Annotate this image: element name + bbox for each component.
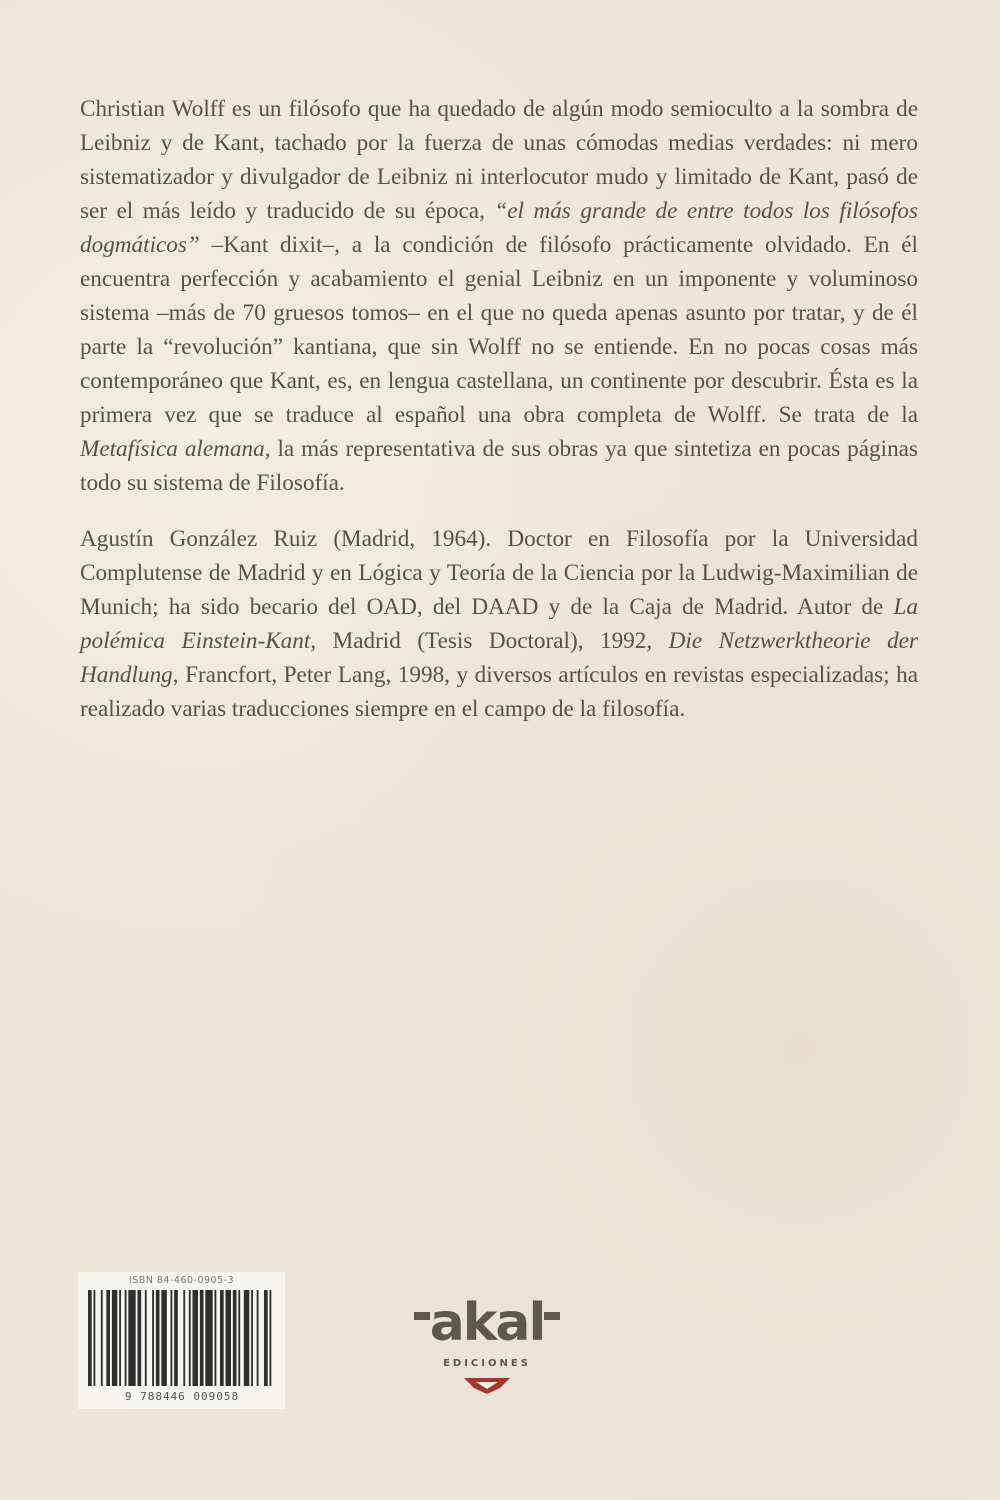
paragraph-text: , Madrid (Tesis Doctoral), 1992, [310, 628, 669, 654]
barcode-bar [152, 1290, 154, 1386]
barcode-bar [233, 1290, 237, 1386]
translator-bio-paragraph [80, 522, 918, 726]
paragraph-text: Christian Wolff es un filósofo que ha quedado de algún modo semioculto a la sombra de Leibniz y de Kant, tachado por la fuerza de unas cómodas medias verdades: ni mero sistematizador y divulgador de Leibniz ni interlocutor mudo y limitado de Kant, pasó de ser el más leído y traducido de su época, [80, 96, 918, 224]
barcode-bar [270, 1290, 272, 1386]
work-title-reference: La polémica Einstein-Kant [80, 594, 918, 654]
barcode-bar [88, 1290, 92, 1386]
barcode-bar [238, 1290, 240, 1386]
barcode-bar [161, 1290, 167, 1386]
logo-wordmark: akal [429, 1293, 545, 1353]
paragraph-text: , Francfort, Peter Lang, 1998, y diversos artículos en revistas especializadas; ha realizado varias traducciones siempre en el campo de la filosofía. [80, 662, 918, 722]
paragraph-text: –Kant dixit–, a la condición de filósofo prácticamente olvidado. En él encuentra perfección y acabamiento el genial Leibniz en un imponente y voluminoso sistema –más de 70 gruesos tomos– en el que no queda apenas asunto por tratar, y de él parte la “revolución” kantiana, que sin Wolff no se entiende. En no pocas cosas más contemporáneo que Kant, es, en lengua castellana, un continente por descubrir. Ésta es la primera vez que se traduce al español una obra completa de Wolff. Se trata de la [80, 232, 918, 428]
barcode-bar [145, 1290, 147, 1386]
barcode-bar [205, 1290, 212, 1386]
barcode-bar [189, 1290, 191, 1386]
barcode-bars [88, 1290, 275, 1386]
barcode-bar [200, 1290, 204, 1386]
isbn-label: ISBN 84-460-0905-3 [128, 1275, 235, 1286]
barcode-bar [193, 1290, 199, 1386]
akal-publisher-logo [412, 1262, 562, 1412]
barcode-bar [119, 1290, 121, 1386]
barcode-bar [251, 1290, 253, 1386]
barcode-bar [215, 1290, 217, 1386]
barcode-bar [220, 1290, 224, 1386]
barcode-bar [174, 1290, 178, 1386]
barcode-bar [101, 1290, 103, 1386]
kant-quote: “el más grande de entre todos los filósofos dogmáticos” [80, 198, 918, 258]
barcode-bar [183, 1290, 185, 1386]
barcode-bar [264, 1290, 268, 1386]
barcode-bar [257, 1290, 259, 1386]
barcode-bar [106, 1290, 110, 1386]
barcode-number: 9 788446 009058 [124, 1390, 240, 1403]
paragraph-text: , la más representativa de sus obras ya que sintetiza en pocas páginas todo su sistema de Filosofía. [80, 436, 919, 496]
barcode-bar [125, 1290, 127, 1386]
barcode-bar [128, 1290, 135, 1386]
back-cover-blurb [80, 92, 918, 726]
barcode-bar [171, 1290, 173, 1386]
wolff-description-paragraph [80, 92, 918, 500]
logo-subtitle: EDICIONES [443, 1358, 531, 1369]
barcode-bar [226, 1290, 232, 1386]
barcode-bar [112, 1290, 118, 1386]
barcode-bar [156, 1290, 160, 1386]
barcode-bar [138, 1290, 142, 1386]
work-title-reference: Die Netzwerktheorie der Handlung [80, 628, 918, 688]
book-title-reference: Metafísica alemana [80, 436, 265, 462]
paragraph-text: Agustín González Ruiz (Madrid, 1964). Doctor en Filosofía por la Universidad Complutense de Madrid y en Lógica y Teoría de la Ciencia por la Ludwig-Maximilian de Munich; ha sido becario del OAD, del DAAD y de la Caja de Madrid. Autor de [80, 526, 918, 620]
barcode-bar [94, 1290, 96, 1386]
barcode-bar [244, 1290, 250, 1386]
isbn-barcode [78, 1272, 285, 1409]
